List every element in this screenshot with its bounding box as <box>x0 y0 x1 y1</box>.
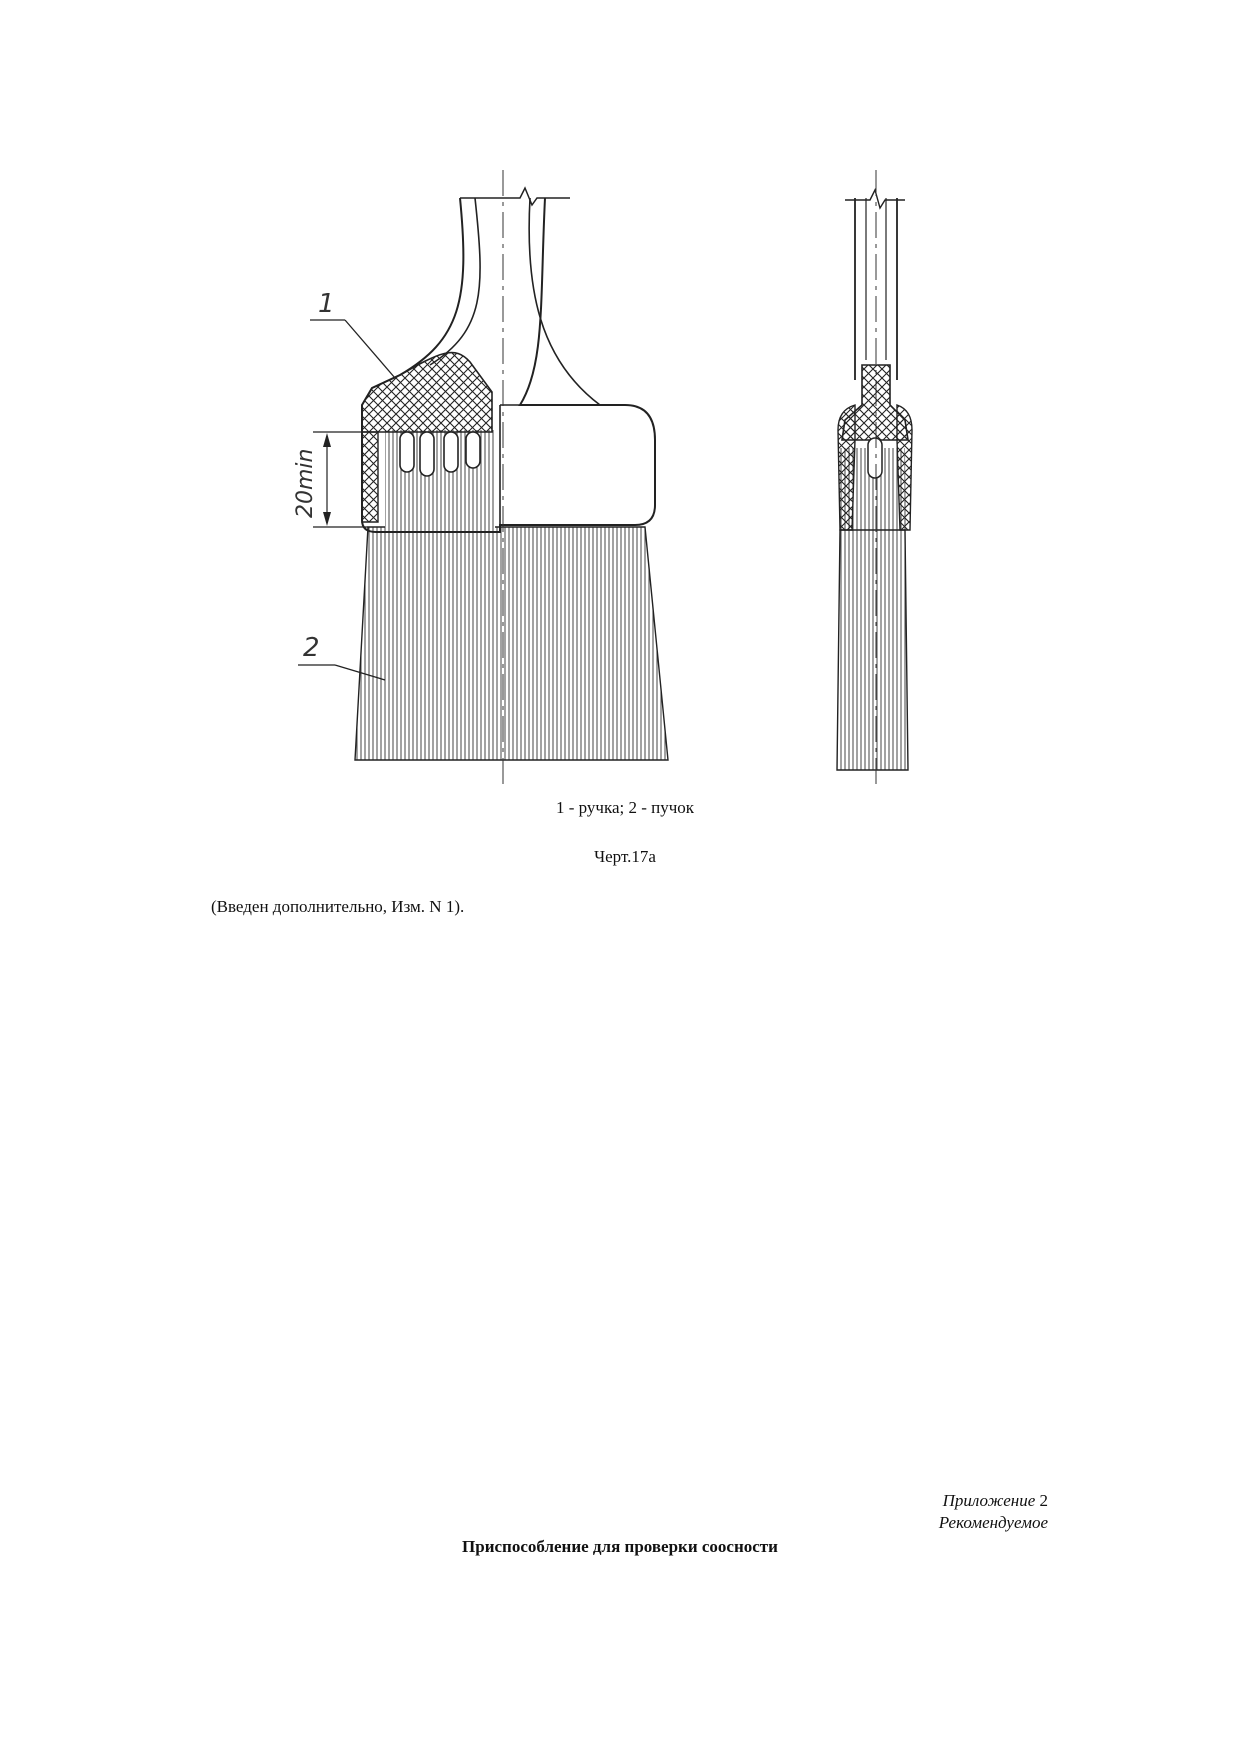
appendix-label <box>943 1490 1048 1512</box>
bristle-bundle-front <box>340 520 680 770</box>
appendix-number: 2 <box>1039 1491 1048 1510</box>
dimension-20min <box>293 432 368 527</box>
amendment-note: (Введен дополнительно, Изм. N 1). <box>211 897 465 916</box>
dimension-label: 20min <box>293 448 318 518</box>
figure-legend: 1 - ручка; 2 - пучок <box>555 798 695 817</box>
front-view <box>293 170 680 785</box>
leader-1 <box>310 289 395 378</box>
figure-number: Черт.17а <box>594 847 656 866</box>
part-label-2: 2 <box>303 633 320 663</box>
part-label-1: 1 <box>318 289 335 319</box>
side-view <box>830 170 920 790</box>
appendix-word: Приложение <box>942 1491 1036 1510</box>
appendix-title: Приспособление для проверки соосности <box>462 1537 778 1556</box>
brush-drawing <box>0 0 1240 800</box>
handle-head-section <box>362 353 492 432</box>
appendix-type: Рекомендуемое <box>938 1513 1048 1532</box>
